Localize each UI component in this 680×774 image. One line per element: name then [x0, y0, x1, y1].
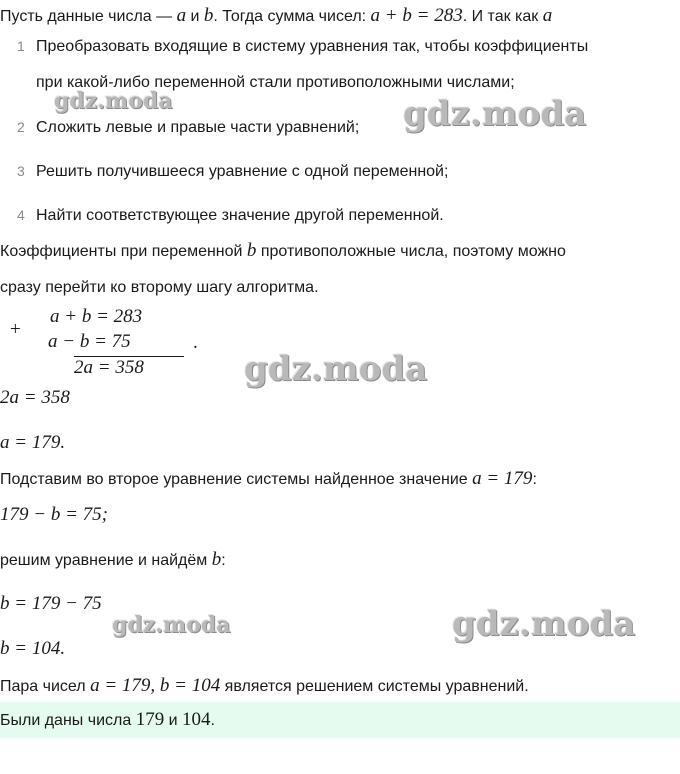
pair-value: a = 179, b = 104	[90, 675, 221, 696]
solve-line: решим уравнение и найдём b:	[0, 549, 226, 570]
step-text: Решить получившееся уравнение с одной переменной;	[36, 163, 449, 180]
period: .	[193, 332, 198, 353]
step-3	[0, 160, 448, 183]
var-b: b	[211, 549, 222, 570]
sum-equation: a + b = 283	[370, 5, 463, 26]
step-1	[0, 35, 588, 58]
watermark: gdz.moda	[452, 604, 636, 644]
equation-179-minus-b: 179 − b = 75;	[0, 504, 108, 525]
equation-row-1: a + b = 283	[50, 306, 143, 327]
var-b: b	[203, 5, 214, 26]
step-text: Найти соответствующее значение другой переменной.	[36, 207, 444, 224]
step-number: 2	[17, 119, 25, 135]
answer-number-2: 104	[182, 709, 211, 730]
step-number: 4	[17, 207, 25, 223]
equation-2a: 2a = 358	[0, 387, 70, 408]
equation-a: a = 179.	[0, 432, 66, 453]
watermark: gdz.moda	[54, 88, 173, 114]
equation-row-2: a − b = 75	[48, 331, 131, 352]
coef-line-1: Коэффициенты при переменной b противоположные числа, поэтому можно	[0, 240, 566, 261]
answer-box: Были даны числа 179 и 104.	[0, 702, 680, 738]
step-number: 1	[17, 38, 25, 54]
var-b: b	[246, 240, 257, 261]
answer-number-1: 179	[135, 709, 165, 730]
substitute-line: Подставим во второе уравнение системы найденное значение a = 179:	[0, 468, 537, 489]
step-4	[0, 204, 444, 227]
pair-line: Пара чисел a = 179, b = 104 является решением системы уравнений.	[0, 675, 529, 696]
step-2	[0, 116, 359, 139]
step-text: Сложить левые и правые части уравнений;	[36, 119, 360, 136]
step-text: Преобразовать входящие в систему уравнения так, чтобы коэффициенты	[36, 38, 589, 55]
a-value: a = 179	[472, 468, 533, 489]
intro-line: Пусть данные числа — a и b. Тогда сумма чисел: a + b = 283. И так как a	[0, 5, 553, 26]
equation-b-value: b = 104.	[0, 638, 66, 659]
watermark: gdz.moda	[244, 349, 428, 389]
var-a-2: a	[542, 5, 553, 26]
watermark: gdz.moda	[403, 94, 587, 134]
var-a: a	[176, 5, 187, 26]
step-number: 3	[17, 163, 25, 179]
plus-sign: +	[10, 319, 21, 340]
watermark: gdz.moda	[112, 612, 231, 638]
step-text: при какой-либо переменной стали противоположными числами;	[36, 74, 515, 91]
sum-result: 2a = 358	[74, 357, 144, 378]
coef-line-2: сразу перейти ко второму шагу алгоритма.	[0, 279, 319, 296]
equation-b-diff: b = 179 − 75	[0, 593, 102, 614]
